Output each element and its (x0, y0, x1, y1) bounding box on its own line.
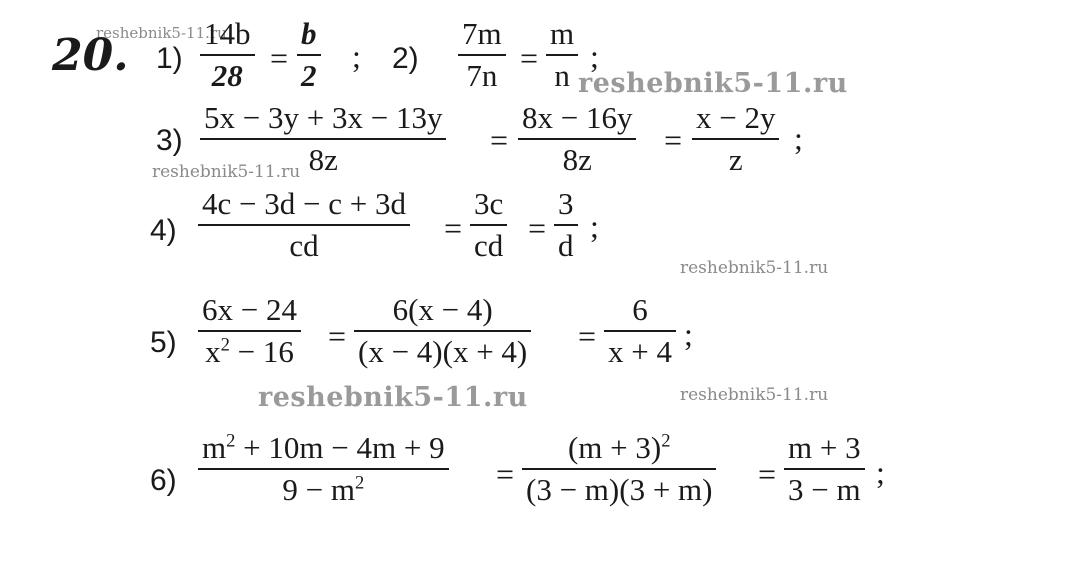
item-1-fraction-1 (200, 16, 255, 93)
watermark: reshebnik5-11.ru (680, 385, 829, 405)
denominator: 2 (301, 57, 317, 93)
numerator: b (301, 16, 317, 51)
denominator-base: x (205, 333, 221, 369)
item-2-fraction-1 (458, 16, 506, 93)
semicolon: ; (876, 454, 885, 490)
item-6-fraction-2 (522, 430, 716, 507)
fraction-bar (784, 468, 865, 470)
item-4-fraction-2 (470, 186, 507, 263)
numerator: 6(x − 4) (392, 292, 493, 327)
item-3-label: 3) (156, 124, 183, 157)
fraction-bar (354, 330, 531, 332)
equals-sign: = (528, 210, 547, 246)
watermark: reshebnik5-11.ru (680, 258, 829, 278)
watermark: reshebnik5-11.ru (96, 24, 227, 42)
denominator: cd (474, 227, 504, 263)
fraction-bar (198, 224, 410, 226)
item-5-fraction-3 (604, 292, 676, 369)
numerator: 8x − 16y (522, 100, 633, 135)
item-3-fraction-1 (200, 100, 446, 177)
numerator: 6x − 24 (202, 292, 297, 327)
numerator-rest: + 10m − 4m + 9 (235, 430, 445, 465)
equals-sign: = (758, 456, 777, 492)
item-2-fraction-2 (546, 16, 578, 93)
numerator (198, 430, 449, 466)
denominator: 28 (211, 57, 243, 93)
equals-sign: = (444, 210, 463, 246)
item-1-fraction-2 (297, 16, 321, 93)
denominator: 3 − m (788, 471, 861, 507)
semicolon: ; (590, 38, 599, 74)
fraction-bar (200, 138, 446, 140)
fraction-bar (518, 138, 636, 140)
numerator: m + 3 (788, 430, 861, 465)
denominator-rest: − 16 (229, 333, 294, 369)
denominator-base: 9 − m (282, 471, 355, 507)
exponent: 2 (661, 430, 671, 452)
equals-sign: = (490, 122, 509, 158)
denominator: n (554, 57, 570, 93)
equals-sign: = (328, 318, 347, 354)
fraction-bar (554, 224, 578, 226)
item-6-label: 6) (150, 464, 177, 497)
item-5-fraction-2 (354, 292, 531, 369)
item-4-fraction-1 (198, 186, 410, 263)
denominator: 7n (466, 57, 498, 93)
fraction-bar (470, 224, 507, 226)
numerator (564, 430, 675, 466)
fraction-bar (198, 330, 301, 332)
semicolon: ; (794, 120, 803, 156)
item-4-label: 4) (150, 214, 177, 247)
numerator: 3c (474, 186, 504, 221)
item-3-fraction-3 (692, 100, 779, 177)
semicolon: ; (684, 316, 693, 352)
item-6-fraction-1 (198, 430, 449, 507)
watermark: reshebnik5-11.ru (152, 162, 301, 182)
numerator-base: m (202, 430, 227, 465)
watermark: reshebnik5-11.ru (578, 68, 848, 99)
numerator: x − 2y (696, 100, 776, 135)
numerator: 5x − 3y + 3x − 13y (204, 100, 443, 135)
exponent: 2 (226, 430, 236, 452)
numerator: 4c − 3d − c + 3d (202, 186, 406, 221)
fraction-bar (546, 54, 578, 56)
exponent: 2 (354, 472, 365, 494)
denominator: z (728, 141, 743, 177)
denominator (278, 472, 368, 508)
equals-sign: = (496, 456, 515, 492)
equals-sign: = (520, 40, 539, 76)
denominator: d (558, 227, 574, 263)
item-6-fraction-3 (784, 430, 865, 507)
fraction-bar (297, 54, 321, 56)
denominator: 8z (308, 141, 338, 177)
exponent: 2 (220, 334, 230, 356)
numerator: m (550, 16, 575, 51)
item-2-label: 2) (392, 42, 419, 75)
fraction-bar (522, 468, 716, 470)
numerator: 3 (558, 186, 574, 221)
item-5-label: 5) (150, 326, 177, 359)
problem-number: 20. (52, 30, 129, 81)
equals-sign: = (270, 40, 289, 76)
numerator: 14b (204, 16, 251, 51)
numerator: 6 (632, 292, 648, 327)
watermark: reshebnik5-11.ru (258, 382, 528, 413)
semicolon: ; (352, 38, 361, 74)
denominator: (3 − m)(3 + m) (526, 471, 713, 507)
semicolon: ; (590, 208, 599, 244)
numerator-base: (m + 3) (567, 430, 662, 465)
denominator: (x − 4)(x + 4) (358, 333, 528, 369)
item-3-fraction-2 (518, 100, 636, 177)
fraction-bar (198, 468, 449, 470)
item-1-label: 1) (156, 42, 183, 75)
equals-sign: = (578, 318, 597, 354)
item-5-fraction-1 (198, 292, 301, 369)
equals-sign: = (664, 122, 683, 158)
denominator (201, 334, 298, 370)
fraction-bar (200, 54, 255, 56)
fraction-bar (604, 330, 676, 332)
numerator: 7m (462, 16, 502, 51)
denominator: cd (289, 227, 319, 263)
denominator: 8z (562, 141, 592, 177)
item-4-fraction-3 (554, 186, 578, 263)
fraction-bar (692, 138, 779, 140)
fraction-bar (458, 54, 506, 56)
denominator: x + 4 (608, 333, 672, 369)
